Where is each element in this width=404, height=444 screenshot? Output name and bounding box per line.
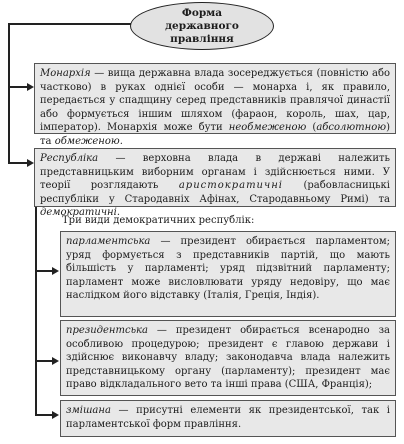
title-ellipse	[130, 2, 274, 50]
types-connector-vertical	[35, 205, 37, 415]
monarchy-connector	[8, 86, 28, 88]
monarchy-paren: (	[306, 122, 317, 133]
mixed-box	[60, 400, 396, 437]
monarchy-text-b: ) та	[40, 122, 390, 147]
republic-arrow-icon	[27, 159, 34, 167]
monarchy-box	[34, 63, 396, 147]
republic-box	[34, 148, 396, 218]
monarchy-absolute: абсолютною	[316, 122, 387, 133]
parliamentary-box	[60, 231, 396, 317]
monarchy-limited: обмеженою	[54, 135, 120, 147]
republic-democratic: демократичні	[40, 207, 117, 218]
republic-term: Республіка	[40, 153, 99, 164]
republic-end: .	[116, 207, 121, 218]
presidential-term: президентська	[66, 325, 148, 336]
monarchy-term: Монархія	[40, 68, 91, 79]
three-types-label: Три види демократичних республік:	[62, 215, 255, 226]
presidential-box	[60, 320, 396, 396]
republic-connector	[8, 162, 28, 164]
title-connector-horizontal	[8, 23, 131, 25]
page-title: Форма державного правління	[165, 6, 239, 45]
parliamentary-term: парламентська	[66, 236, 151, 247]
monarchy-end: .	[119, 135, 123, 147]
republic-text-a: — верховна влада в державі належить представницьким виборним органам і здійснюється ними. У теорії розглядають	[40, 153, 390, 191]
parliamentary-text: — президент обирається парламентом; уряд формується з представників партій, що мають більшість у парламенті; уряд підзвітний парламенту; парламент може висловлювати уряду недовіру, що має наслідком його відставку (Італія, Греція, Індія).	[66, 236, 390, 301]
monarchy-unlimited: необмеженою	[228, 122, 307, 133]
monarchy-arrow-icon	[27, 83, 34, 91]
mixed-term: змішана	[66, 405, 111, 416]
mixed-arrow-icon	[52, 411, 59, 419]
monarchy-text-a: — вища державна влада зосереджується (повністю або частково) в руках однієї особи — монарха і, як правило, передається у спадщину серед представників правлячої династії або формується іншим шляхом (фараон, король, шах, цар, імператор). Монархія може бути	[40, 68, 390, 133]
parliamentary-arrow-icon	[52, 267, 59, 275]
main-connector-vertical	[8, 23, 10, 163]
presidential-arrow-icon	[52, 357, 59, 365]
presidential-text: — президент обирається всенародно за особливою процедурою; президент є главою держави і здійснює виконавчу владу; законодавча влада належить представницькому органу (парламенту); президент має право відкладального вето та інші права (США, Франція);	[66, 325, 390, 390]
republic-aristocratic: аристократичні	[178, 180, 283, 191]
republic-text-b: (рабовласницькі республіки у Стародавніх Афінах, Стародавньому Римі) та	[40, 180, 390, 205]
mixed-text: — присутні елементи як президентської, так і парламентської форм правління.	[66, 405, 390, 430]
